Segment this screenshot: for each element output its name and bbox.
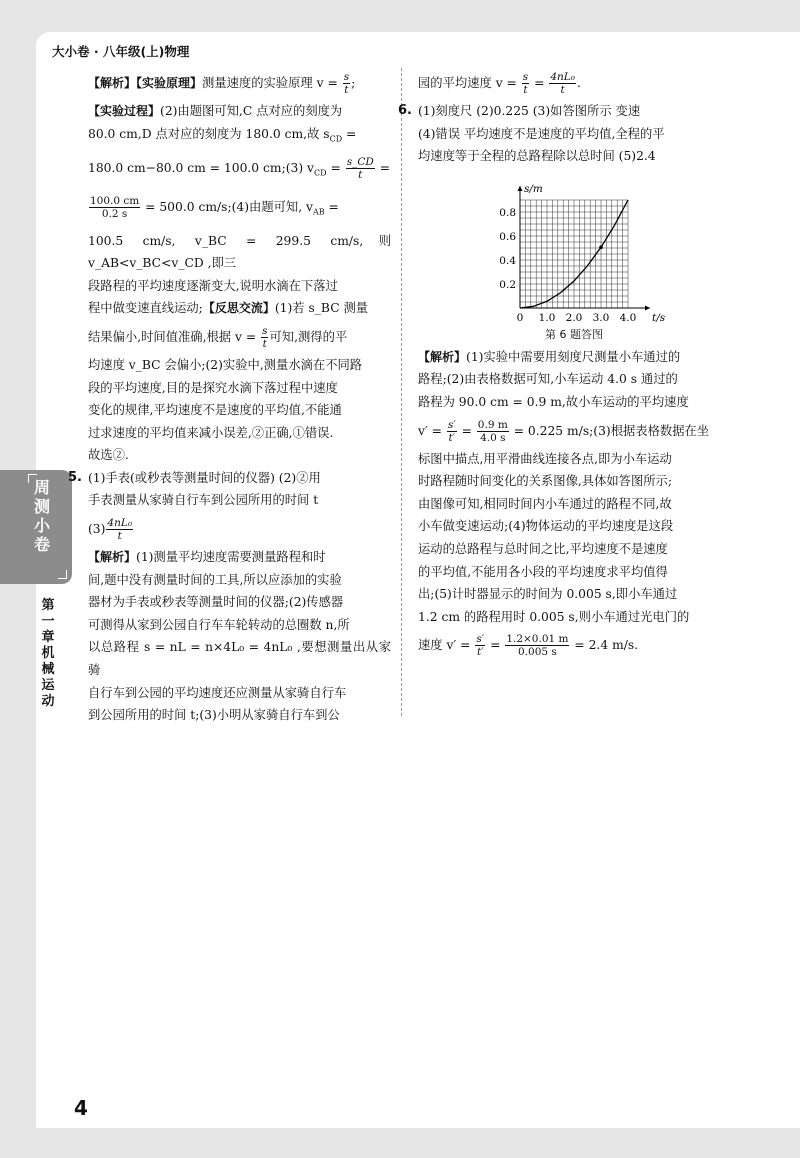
text-line: 变化的规律,平均速度不是速度的平均值,不能通: [88, 403, 342, 418]
text-line: 到公园所用的时间 t;(3)小明从家骑自行车到公: [88, 708, 340, 723]
distance-time-graph: [478, 180, 668, 340]
text-line: 园的平均速度 v = $\frac{s}{t}$ = $\frac{\text{4nL₀}}{t}$ .: [418, 71, 581, 96]
text-line: 段路程的平均速度逐渐变大,说明水滴在下落过: [88, 278, 338, 293]
text-line: v′ = $\frac{s'}{t'}$ = $\frac{0.9 m}{4.0 s}$ = 0.225 m/s;(3)根据表格数据在坐: [418, 418, 710, 444]
text-line: 小车做变速运动;(4)物体运动的平均速度是这段: [418, 519, 674, 534]
fraction: $\frac{\text{4nL₀}}{t}$: [107, 517, 133, 543]
x-tick-label: 3.0: [592, 312, 610, 324]
tab-bracket-bottom: [58, 570, 67, 579]
y-axis-arrow: [518, 186, 523, 191]
x-tick-label: 4.0: [619, 312, 637, 324]
text-line: 出;(5)计时器显示的时间为 0.005 s,即小车通过: [418, 587, 678, 602]
fraction: $\frac{s}{t}$: [343, 71, 350, 96]
data-point: [599, 245, 603, 249]
y-tick-label: 0.2: [499, 279, 516, 291]
text-line: 过求速度的平均值来减小误差,②正确,①错误.: [88, 425, 334, 440]
text-line: 段的平均速度,目的是探究水滴下落过程中速度: [88, 380, 338, 395]
x-axis-label: t/s: [652, 312, 666, 324]
x-axis-arrow: [645, 306, 650, 311]
text-line: (4)错误 平均速度不是速度的平均值,全程的平: [418, 126, 665, 141]
text-line: 器材为手表或秒表等测量时间的仪器;(2)传感器: [88, 595, 344, 610]
chapter-label: 第一章 机械运动: [41, 598, 55, 709]
question-5: [68, 467, 391, 727]
text-line: (3) $\frac{\text{4nL₀}}{t}$: [88, 517, 133, 543]
x-tick-label: 1.0: [538, 312, 556, 324]
text-line: 1.2 cm 的路程用时 0.005 s,则小车通过光电门的: [418, 609, 690, 624]
right-column: [398, 66, 731, 662]
text-line: 【实验过程】(2)由题图可知,C 点对应的刻度为: [88, 104, 343, 118]
left-column: [68, 66, 391, 727]
section-label: 【反思交流】: [202, 301, 275, 316]
text-line: 均速度 v_BC 会偏小;(2)实验中,测量水滴在不同路: [88, 357, 363, 372]
fraction: $\frac{s}{t}$: [262, 324, 268, 350]
fraction: $\frac{s'}{t'}$: [447, 418, 456, 444]
fraction: $\frac{\text{4nL₀}}{t}$: [550, 71, 575, 96]
text-line: (1)手表(或秒表等测量时间的仪器) (2)②用: [88, 470, 321, 485]
text-line: 自行车到公园的平均速度还应测量从家骑自行车: [88, 685, 347, 700]
text-line: 手表测量从家骑自行车到公园所用的时间 t: [88, 493, 319, 508]
question-number: 5.: [68, 469, 82, 485]
text-line: 结果偏小,时间值准确,根据 v = $\frac{s}{t}$ 可知,测得的平: [88, 324, 348, 350]
text-line: 【解析】(1)实验中需要用刻度尺测量小车通过的: [418, 349, 681, 364]
text-line: 【解析】【实验原理】测量速度的实验原理 v = $\frac{s}{t}$ ;: [88, 71, 356, 96]
text-line: 故选②.: [88, 448, 129, 463]
text-line: 标图中描点,用平滑曲线连接各点,即为小车运动: [418, 451, 672, 466]
text-line: 路程;(2)由表格数据可知,小车运动 4.0 s 通过的: [418, 372, 678, 387]
text-line: 的平均值,不能用各小段的平均速度求平均值得: [418, 564, 668, 579]
text-line: 均速度等于全程的总路程除以总时间 (5)2.4: [418, 149, 656, 164]
text-line: $\frac{100.0 cm}{0.2 s}$ = 500.0 cm/s;(4)由题可知, $v_{AB}$ =: [90, 195, 339, 221]
fraction: $\frac{s'}{t'}$: [476, 633, 485, 659]
section-label: 【实验过程】: [88, 104, 161, 118]
fraction: $\frac{s\_CD}{t}$: [346, 155, 374, 181]
question-number: 6.: [398, 103, 412, 118]
question-6: [398, 100, 731, 168]
y-axis-label: s/m: [524, 183, 543, 195]
fraction: $\frac{0.9 m}{4.0 s}$: [477, 418, 508, 444]
page-number: 4: [74, 1096, 88, 1120]
y-tick-label: 0.4: [499, 255, 516, 267]
x-tick-label: 0: [516, 312, 524, 324]
fraction: $\frac{1.2\times 0.01 m}{0.005 s}$: [506, 633, 569, 659]
text-line: 以总路程 s = nL = n×4L₀ = 4nL₀ ,要想测量出从家骑: [88, 640, 391, 678]
side-tab-label: 周测小卷: [33, 478, 50, 554]
section-label: 【解析】【实验原理】: [88, 76, 203, 90]
figure-caption: 第 6 题答图: [545, 328, 603, 341]
column-divider: [401, 68, 402, 716]
text-line: 时路程随时间变化的关系图像,具体如答图所示;: [418, 474, 672, 489]
fraction: $\frac{s}{t}$: [522, 71, 529, 96]
text-line: 由图像可知,相同时间内小车通过的路程不同,故: [418, 496, 672, 511]
text-line: 程中做变速直线运动;【反思交流】(1)若 s_BC 测量: [88, 301, 369, 316]
text-line: 180.0 cm−80.0 cm = 100.0 cm;(3) $v_{CD}$ = $\frac{s\_CD}{t}$ =: [88, 155, 390, 181]
fraction: $\frac{100.0 cm}{0.2 s}$: [90, 195, 140, 221]
section-label: 【解析】: [88, 550, 137, 565]
text-line: 可测得从家到公园自行车车轮转动的总圈数 n,所: [88, 617, 350, 632]
y-tick-label: 0.8: [499, 207, 516, 219]
page-header: 大小卷 · 八年级(上)物理: [52, 44, 190, 59]
text-line: 间,题中没有测量时间的工具,所以应添加的实验: [88, 572, 342, 587]
section-label: 【解析】: [418, 349, 467, 364]
text-line: 80.0 cm,D 点对应的刻度为 180.0 cm,故 $s_{CD}$ =: [88, 126, 357, 144]
text-line: 100.5 cm/s, v_BC = 299.5 cm/s,则 v_AB<v_BC<v_CD ,即三: [88, 233, 391, 271]
y-tick-label: 0.6: [499, 231, 516, 243]
text-line: 【解析】(1)测量平均速度需要测量路程和时: [88, 550, 326, 565]
text-line: 速度 v′ = $\frac{s'}{t'}$ = $\frac{1.2\times 0.01 m}{0.005 s}$ = 2.4 m/s.: [418, 633, 639, 659]
text-line: (1)刻度尺 (2)0.225 (3)如答图所示 变速: [418, 104, 641, 118]
text-line: 路程为 90.0 cm = 0.9 m,故小车运动的平均速度: [418, 394, 689, 409]
text-line: 运动的总路程与总时间之比,平均速度不是速度: [418, 541, 668, 556]
x-tick-label: 2.0: [565, 312, 583, 324]
